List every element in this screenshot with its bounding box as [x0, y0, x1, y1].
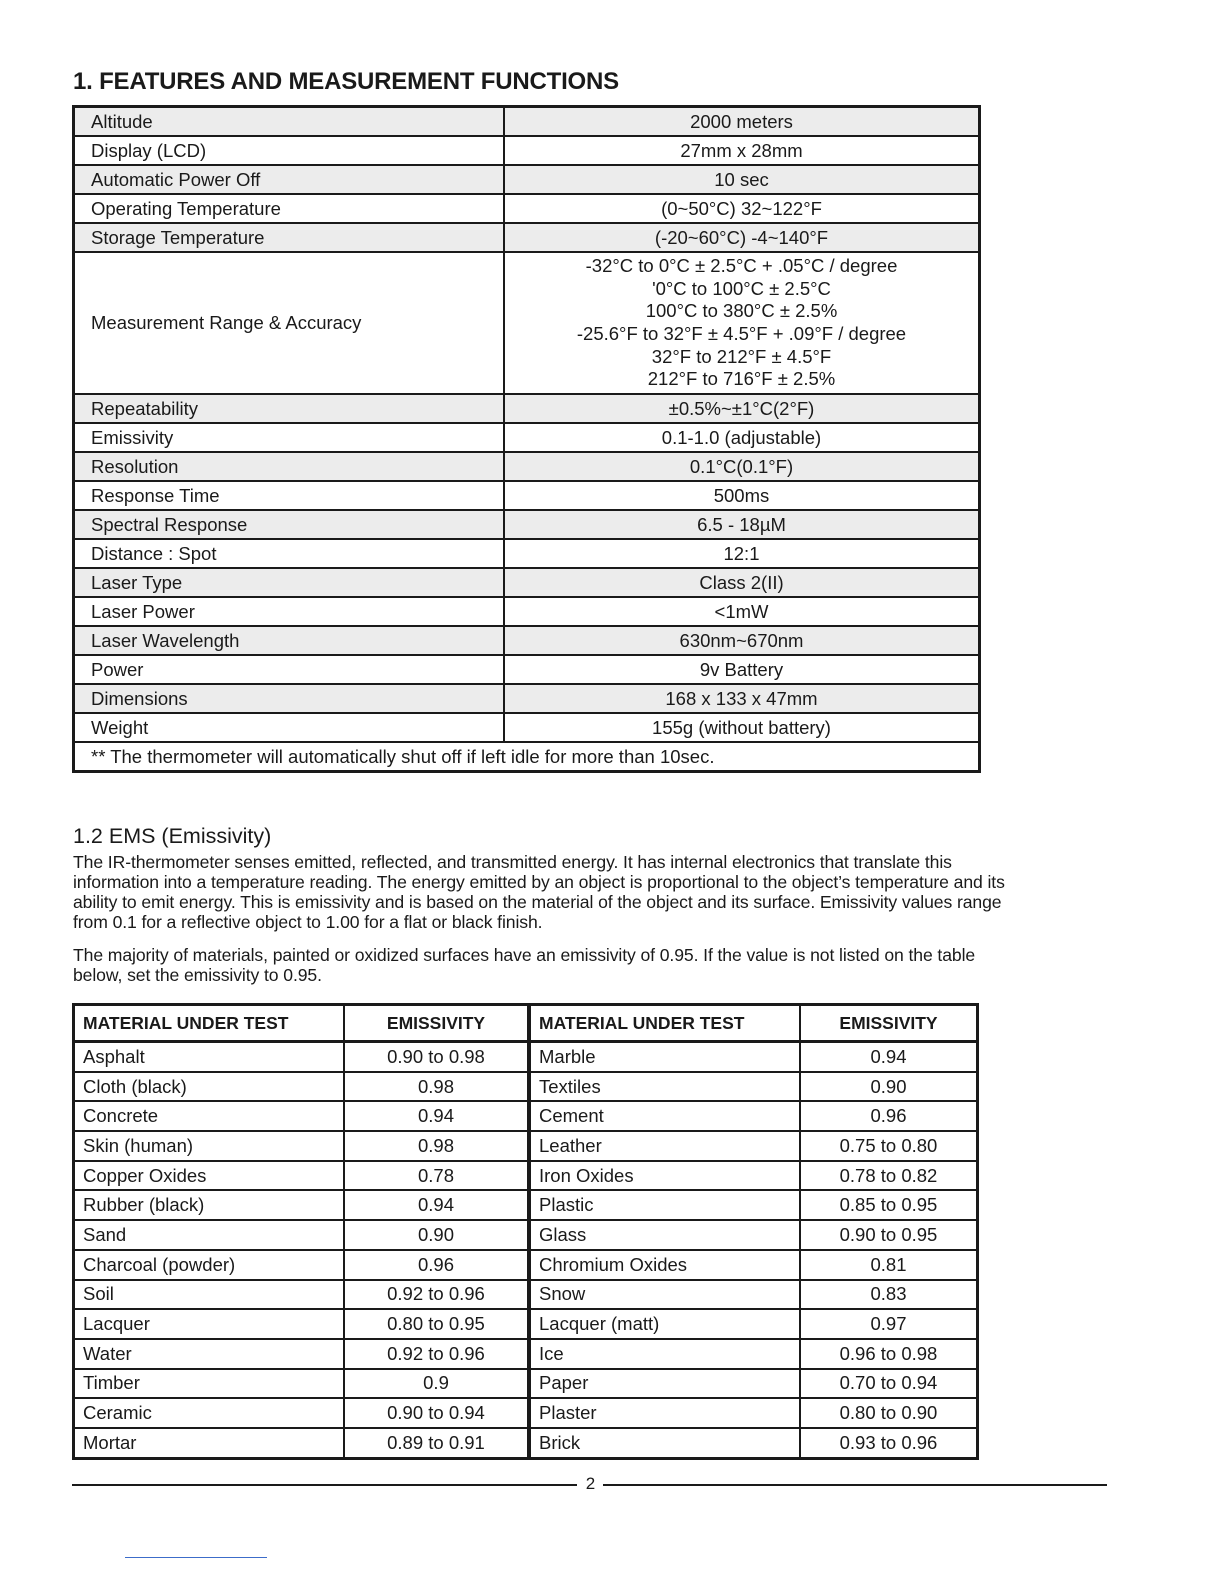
- emissivity-cell: 0.90: [800, 1072, 978, 1102]
- emissivity-header-row: [74, 1005, 978, 1042]
- ems-paragraph-1: The IR-thermometer senses emitted, reflected, and transmitted energy. It has internal electronics that translate this information into a temperature reading. The energy emitted by an object is proportional to the object’s temperature and its ability to emit energy. This is emissivity and is based on the material of the object and its surface. Emissivity values range from 0.1 for a reflective object to 1.00 for a flat or black finish.: [73, 852, 1005, 932]
- table-row: [74, 1101, 978, 1131]
- table-row: [74, 1220, 978, 1250]
- header-material-2: MATERIAL UNDER TEST: [529, 1005, 800, 1042]
- spec-value: 500ms: [504, 481, 980, 510]
- spec-row: [74, 481, 980, 510]
- table-row: [74, 1309, 978, 1339]
- spec-value: ±0.5%~±1°C(2°F): [504, 394, 980, 423]
- emissivity-cell: 0.94: [344, 1190, 529, 1220]
- spec-label: Weight: [74, 713, 505, 742]
- spec-label: Distance : Spot: [74, 539, 505, 568]
- spec-value-line: 212°F to 716°F ± 2.5%: [647, 368, 836, 390]
- spec-table: [72, 105, 981, 773]
- material-cell: Cloth (black): [74, 1072, 345, 1102]
- emissivity-cell: 0.93 to 0.96: [800, 1428, 978, 1458]
- emissivity-cell: 0.80 to 0.95: [344, 1309, 529, 1339]
- spec-label: Altitude: [74, 107, 505, 137]
- material-cell: Plastic: [529, 1190, 800, 1220]
- spec-value: 10 sec: [504, 165, 980, 194]
- header-emissivity-1: EMISSIVITY: [344, 1005, 529, 1042]
- emissivity-cell: 0.96 to 0.98: [800, 1339, 978, 1369]
- spec-label: Operating Temperature: [74, 194, 505, 223]
- emissivity-cell: 0.92 to 0.96: [344, 1339, 529, 1369]
- emissivity-cell: 0.80 to 0.90: [800, 1398, 978, 1428]
- spec-row: [74, 539, 980, 568]
- spec-row: [74, 510, 980, 539]
- spec-row: [74, 194, 980, 223]
- ems-paragraph-2: The majority of materials, painted or oxidized surfaces have an emissivity of 0.95. If the value is not listed on the table below, set the emissivity to 0.95.: [73, 945, 976, 985]
- spec-value: 27mm x 28mm: [504, 136, 980, 165]
- ems-title: 1.2 EMS (Emissivity): [73, 824, 272, 848]
- spec-row: [74, 713, 980, 742]
- spec-value: (-20~60°C) -4~140°F: [504, 223, 980, 252]
- spec-table-body: [74, 107, 980, 772]
- spec-label: Automatic Power Off: [74, 165, 505, 194]
- emissivity-cell: 0.70 to 0.94: [800, 1369, 978, 1399]
- emissivity-cell: 0.90 to 0.95: [800, 1220, 978, 1250]
- spec-row: [74, 655, 980, 684]
- material-cell: Chromium Oxides: [529, 1250, 800, 1280]
- material-cell: Sand: [74, 1220, 345, 1250]
- material-cell: Lacquer (matt): [529, 1309, 800, 1339]
- emissivity-cell: 0.90: [344, 1220, 529, 1250]
- spec-value-line: 32°F to 212°F ± 4.5°F: [651, 345, 832, 367]
- emissivity-cell: 0.85 to 0.95: [800, 1190, 978, 1220]
- material-cell: Asphalt: [74, 1042, 345, 1072]
- material-cell: Rubber (black): [74, 1190, 345, 1220]
- spec-row: [74, 684, 980, 713]
- emissivity-cell: 0.90 to 0.98: [344, 1042, 529, 1072]
- blue-underline: [125, 1557, 267, 1558]
- spec-label: Laser Wavelength: [74, 626, 505, 655]
- emissivity-cell: 0.97: [800, 1309, 978, 1339]
- spec-row: [74, 626, 980, 655]
- spec-value: 6.5 - 18µM: [504, 510, 980, 539]
- spec-value: 168 x 133 x 47mm: [504, 684, 980, 713]
- spec-row: [74, 136, 980, 165]
- emissivity-cell: 0.78: [344, 1161, 529, 1191]
- material-cell: Copper Oxides: [74, 1161, 345, 1191]
- spec-row: [74, 597, 980, 626]
- spec-label: Display (LCD): [74, 136, 505, 165]
- material-cell: Glass: [529, 1220, 800, 1250]
- material-cell: Timber: [74, 1369, 345, 1399]
- spec-value-line: -32°C to 0°C ± 2.5°C + .05°C / degree: [585, 255, 898, 277]
- material-cell: Textiles: [529, 1072, 800, 1102]
- spec-value: 12:1: [504, 539, 980, 568]
- table-row: [74, 1398, 978, 1428]
- emissivity-cell: 0.89 to 0.91: [344, 1428, 529, 1458]
- table-row: [74, 1428, 978, 1458]
- spec-row: [74, 568, 980, 597]
- spec-label: Response Time: [74, 481, 505, 510]
- spec-value: [504, 252, 980, 394]
- spec-note-row: [74, 742, 980, 772]
- table-row: [74, 1250, 978, 1280]
- spec-row: [74, 223, 980, 252]
- spec-row: [74, 165, 980, 194]
- spec-value-line: 100°C to 380°C ± 2.5%: [645, 300, 838, 322]
- emissivity-cell: 0.96: [344, 1250, 529, 1280]
- emissivity-table: [72, 1003, 979, 1460]
- spec-value: 155g (without battery): [504, 713, 980, 742]
- emissivity-cell: 0.96: [800, 1101, 978, 1131]
- section-title: 1. FEATURES AND MEASUREMENT FUNCTIONS: [73, 68, 619, 95]
- emissivity-cell: 0.9: [344, 1369, 529, 1399]
- table-row: [74, 1042, 978, 1072]
- material-cell: Mortar: [74, 1428, 345, 1458]
- emissivity-cell: 0.90 to 0.94: [344, 1398, 529, 1428]
- spec-value: <1mW: [504, 597, 980, 626]
- spec-label: Power: [74, 655, 505, 684]
- material-cell: Iron Oxides: [529, 1161, 800, 1191]
- page-number: 2: [585, 1474, 596, 1493]
- spec-label: Storage Temperature: [74, 223, 505, 252]
- emissivity-cell: 0.81: [800, 1250, 978, 1280]
- material-cell: Skin (human): [74, 1131, 345, 1161]
- table-row: [74, 1131, 978, 1161]
- spec-value: 630nm~670nm: [504, 626, 980, 655]
- material-cell: Brick: [529, 1428, 800, 1458]
- emissivity-cell: 0.92 to 0.96: [344, 1280, 529, 1310]
- spec-label: Dimensions: [74, 684, 505, 713]
- spec-row: [74, 452, 980, 481]
- table-row: [74, 1280, 978, 1310]
- spec-label: Laser Type: [74, 568, 505, 597]
- spec-value: 2000 meters: [504, 107, 980, 137]
- spec-label: Repeatability: [74, 394, 505, 423]
- spec-value: Class 2(II): [504, 568, 980, 597]
- material-cell: Plaster: [529, 1398, 800, 1428]
- spec-label: Resolution: [74, 452, 505, 481]
- spec-label: Measurement Range & Accuracy: [74, 252, 505, 394]
- material-cell: Leather: [529, 1131, 800, 1161]
- material-cell: Concrete: [74, 1101, 345, 1131]
- footer-rule-left: [72, 1484, 577, 1486]
- spec-value: (0~50°C) 32~122°F: [504, 194, 980, 223]
- table-row: [74, 1339, 978, 1369]
- material-cell: Soil: [74, 1280, 345, 1310]
- table-row: [74, 1190, 978, 1220]
- emissivity-cell: 0.94: [344, 1101, 529, 1131]
- emissivity-table-body: [74, 1042, 978, 1459]
- spec-note: ** The thermometer will automatically shut off if left idle for more than 10sec.: [74, 742, 980, 772]
- spec-label: Laser Power: [74, 597, 505, 626]
- spec-row: [74, 252, 980, 394]
- table-row: [74, 1072, 978, 1102]
- spec-value: 9v Battery: [504, 655, 980, 684]
- header-material-1: MATERIAL UNDER TEST: [74, 1005, 345, 1042]
- emissivity-cell: 0.98: [344, 1131, 529, 1161]
- emissivity-cell: 0.94: [800, 1042, 978, 1072]
- material-cell: Water: [74, 1339, 345, 1369]
- material-cell: Paper: [529, 1369, 800, 1399]
- spec-value-line: -25.6°F to 32°F ± 4.5°F + .09°F / degree: [576, 323, 907, 344]
- material-cell: Snow: [529, 1280, 800, 1310]
- spec-row: [74, 423, 980, 452]
- spec-label: Spectral Response: [74, 510, 505, 539]
- emissivity-cell: 0.75 to 0.80: [800, 1131, 978, 1161]
- spec-row: [74, 394, 980, 423]
- spec-value: 0.1°C(0.1°F): [504, 452, 980, 481]
- spec-value: 0.1-1.0 (adjustable): [504, 423, 980, 452]
- material-cell: Ceramic: [74, 1398, 345, 1428]
- material-cell: Marble: [529, 1042, 800, 1072]
- header-emissivity-2: EMISSIVITY: [800, 1005, 978, 1042]
- emissivity-cell: 0.83: [800, 1280, 978, 1310]
- spec-value-line: '0°C to 100°C ± 2.5°C: [652, 277, 831, 299]
- material-cell: Charcoal (powder): [74, 1250, 345, 1280]
- table-row: [74, 1369, 978, 1399]
- table-row: [74, 1161, 978, 1191]
- emissivity-cell: 0.78 to 0.82: [800, 1161, 978, 1191]
- material-cell: Cement: [529, 1101, 800, 1131]
- material-cell: Lacquer: [74, 1309, 345, 1339]
- material-cell: Ice: [529, 1339, 800, 1369]
- spec-label: Emissivity: [74, 423, 505, 452]
- footer-rule-right: [603, 1484, 1107, 1486]
- spec-row: [74, 107, 980, 137]
- emissivity-cell: 0.98: [344, 1072, 529, 1102]
